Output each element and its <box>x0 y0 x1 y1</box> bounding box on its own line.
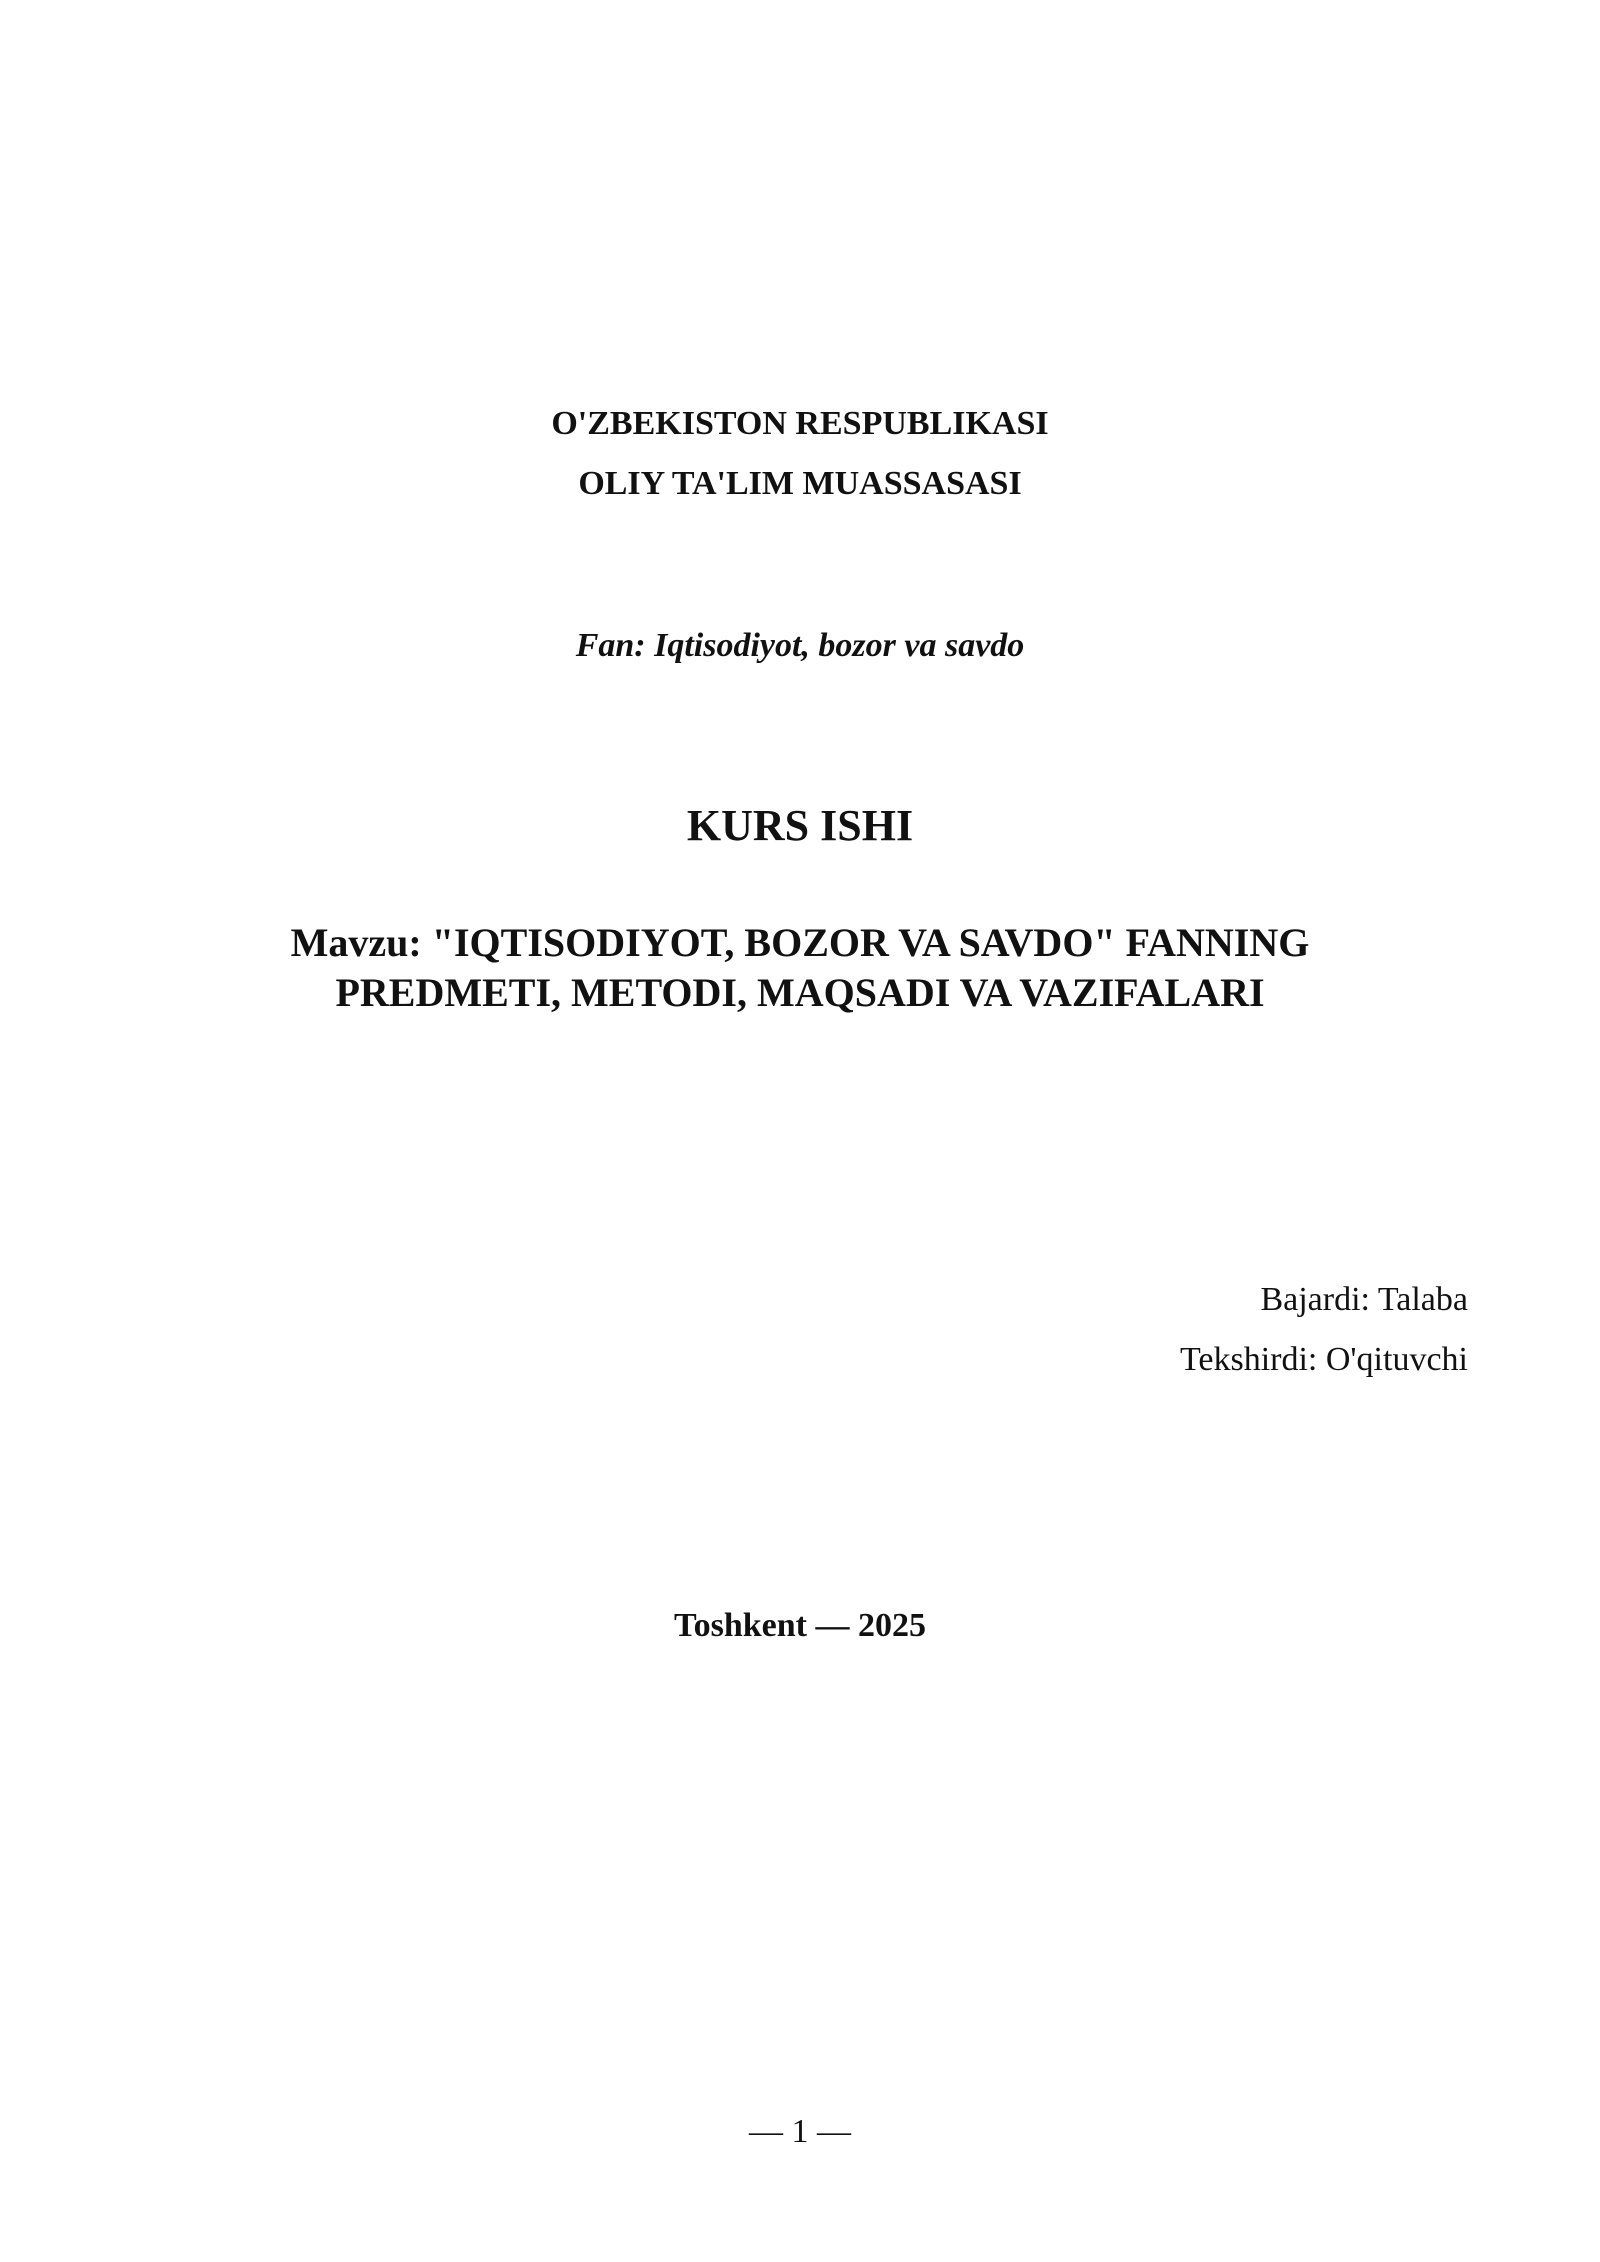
topic-line-2: PREDMETI, METODI, MAQSADI VA VAZIFALARI <box>335 970 1265 1015</box>
city-year: Toshkent — 2025 <box>674 1607 926 1644</box>
document-type-title: KURS ISHI <box>686 801 914 850</box>
subject-line: Fan: Iqtisodiyot, bozor va savdo <box>575 627 1025 664</box>
institution-heading: OLIY TA'LIM MUASSASASI <box>578 465 1022 502</box>
checker-label: Tekshirdi: O'qituvchi <box>1180 1341 1468 1378</box>
page-number: — 1 — <box>749 2113 851 2150</box>
republic-heading: O'ZBEKISTON RESPUBLIKASI <box>551 405 1049 442</box>
topic-block <box>0 918 1600 1018</box>
topic-line-1: Mavzu: "IQTISODIYOT, BOZOR VA SAVDO" FANNING <box>290 920 1310 965</box>
performer-label: Bajardi: Talaba <box>1260 1281 1468 1318</box>
